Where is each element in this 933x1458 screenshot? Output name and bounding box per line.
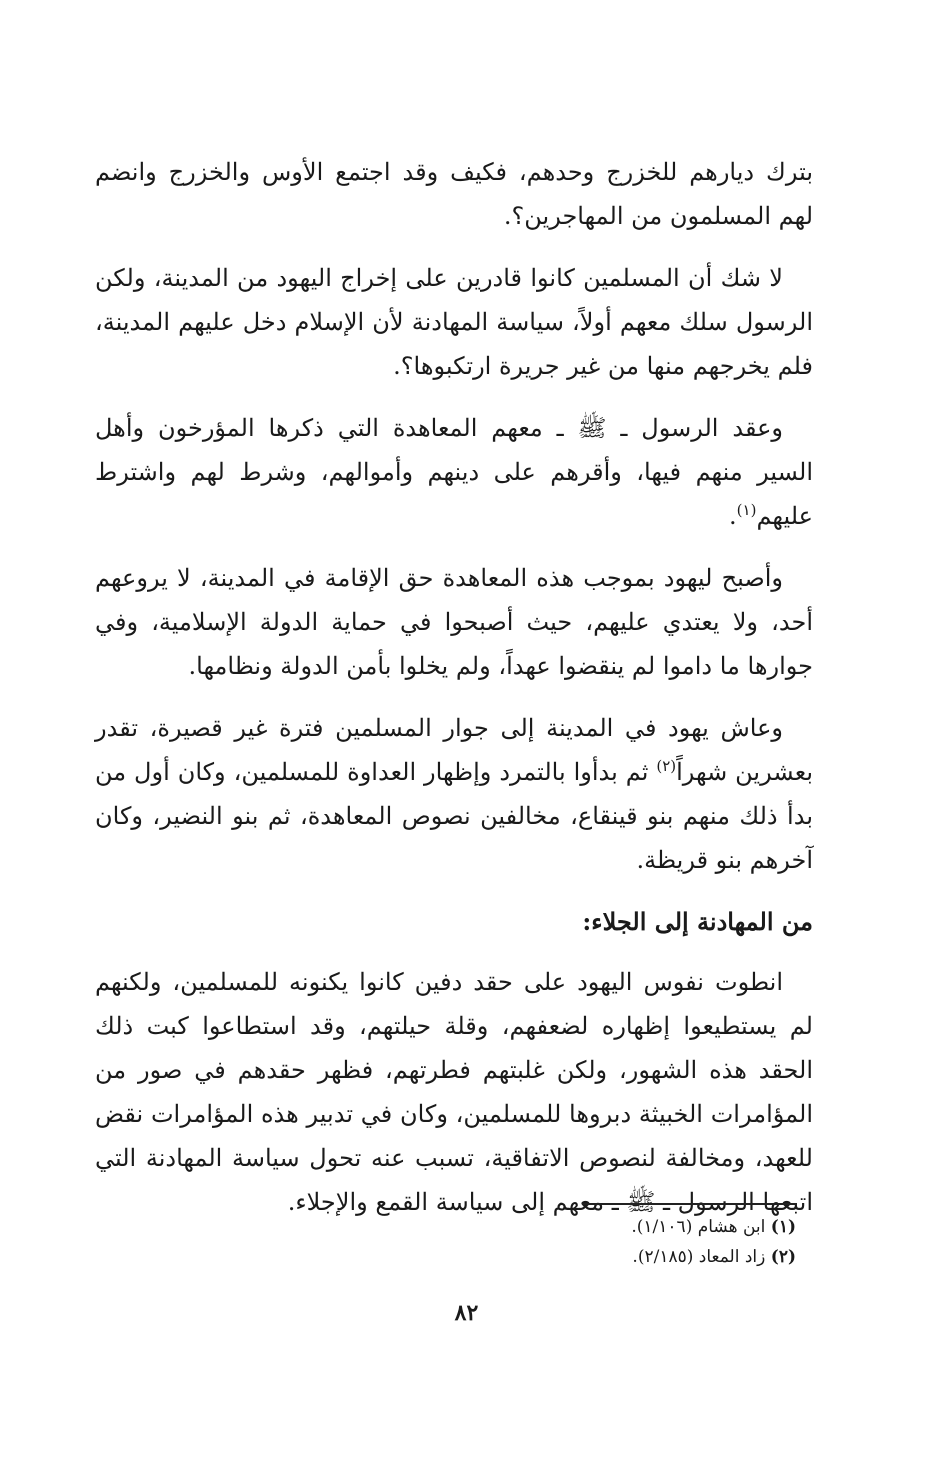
paragraph-3	[95, 406, 813, 538]
paragraph-text: انطوت نفوس اليهود على حقد دفين كانوا يكنونه للمسلمين، ولكنهم لم يستطيعوا إظهاره لضعفهم، وقلة حيلتهم، وقد استطاعوا كبت ذلك الحقد هذه الشهور، ولكن غلبتهم فطرتهم، فظهر حقدهم في صور من المؤامرات الخبيثة دبروها للمسلمين، وكان في تدبير هذه المؤامرات نقض للعهد، ومخالفة لنصوص الاتفاقية، تسبب عنه تحول سياسة المهادنة التي اتبعها الرسول ـ ﷺ ـ معهم إلى سياسة القمع والإجلاء.	[95, 968, 813, 1216]
footnote-2	[420, 1242, 796, 1272]
footnote-divider	[582, 1203, 796, 1205]
paragraph-text: لا شك أن المسلمين كانوا قادرين على إخراج اليهود من المدينة، ولكن الرسول سلك معهم أولاً، سياسة المهادنة لأن الإسلام دخل عليهم المدينة، فلم يخرجهم منها من غير جريرة ارتكبوها؟.	[95, 264, 813, 380]
footnote-1	[420, 1212, 796, 1242]
page-number: ٨٢	[454, 1300, 479, 1326]
paragraph-text: بترك ديارهم للخزرج وحدهم، فكيف وقد اجتمع الأوس والخزرج وانضم لهم المسلمون من المهاجرين؟.	[95, 158, 813, 230]
footnote-number: (٢)	[770, 1247, 796, 1267]
paragraph-text: وعاش يهود في المدينة إلى جوار المسلمين فترة غير قصيرة، تقدر بعشرين شهراً	[95, 714, 814, 786]
footnotes	[420, 1212, 796, 1272]
page-body	[95, 150, 813, 1242]
footnote-number: (١)	[770, 1217, 796, 1237]
section-heading: من المهادنة إلى الجلاء:	[582, 907, 813, 936]
paragraph-end: ثم بدأوا بالتمرد وإظهار العداوة للمسلمين، وكان أول من بدأ ذلك منهم بنو قينقاع، مخالفين نصوص المعاهدة، ثم بنو النضير، وكان آخرهم بنو قريظة.	[95, 758, 813, 874]
paragraph-text: وأصبح ليهود بموجب هذه المعاهدة حق الإقامة في المدينة، لا يروعهم أحد، ولا يعتدي عليهم، حيث أصبحوا في حماية الدولة الإسلامية، وفي جوارها ما داموا لم ينقضوا عهداً، ولم يخلوا بأمن الدولة ونظامها.	[95, 564, 813, 680]
paragraph-2	[95, 256, 813, 388]
paragraph-6	[95, 960, 813, 1224]
footnote-ref-1[interactable]: (١)	[736, 501, 757, 519]
footnote-text: ابن هشام (١/١٠٦).	[631, 1217, 771, 1237]
footnote-text: زاد المعاد (٢/١٨٥).	[632, 1247, 771, 1267]
paragraph-end: .	[729, 502, 737, 530]
paragraph-text: وعقد الرسول ـ ﷺ ـ معهم المعاهدة التي ذكرها المؤرخون وأهل السير منهم فيها، وأقرهم على دينهم وأموالهم، وشرط لهم واشترط عليهم	[95, 414, 813, 530]
footnote-ref-2[interactable]: (٢)	[656, 757, 677, 775]
paragraph-1	[95, 150, 813, 238]
paragraph-4	[95, 556, 813, 688]
paragraph-5	[95, 706, 813, 882]
